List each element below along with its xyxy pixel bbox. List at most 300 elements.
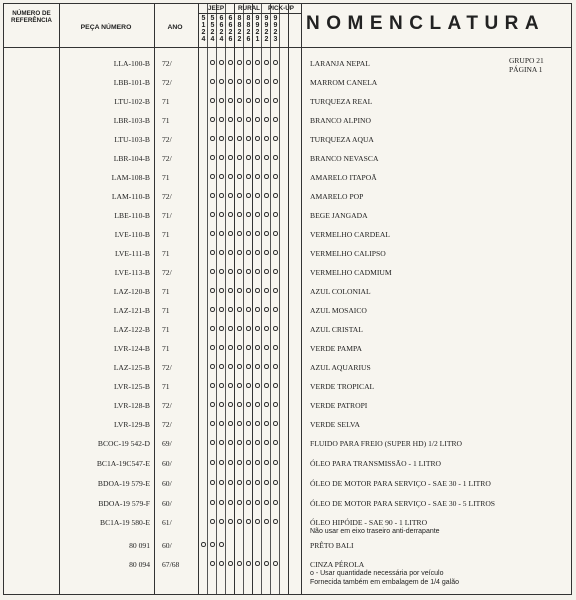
header-divider — [4, 47, 571, 48]
applicability-circle — [210, 519, 215, 524]
applicability-circle — [210, 155, 215, 160]
applicability-circle — [228, 402, 233, 407]
applicability-circle — [246, 307, 251, 312]
applicability-circle — [264, 402, 269, 407]
part-number-header: PEÇA NÚMERO — [80, 24, 132, 31]
part-number: LVE-113-B — [114, 268, 150, 277]
part-number: LVR-128-B — [113, 401, 150, 410]
applicability-circle — [264, 174, 269, 179]
pagina-label: PÁGINA 1 — [509, 65, 543, 74]
table-row — [4, 359, 571, 376]
applicability-circle — [255, 561, 260, 566]
applicability-circle — [255, 212, 260, 217]
table-row — [4, 112, 571, 129]
applicability-circle — [228, 440, 233, 445]
applicability-circle — [255, 250, 260, 255]
table-row — [4, 264, 571, 281]
applicability-circle — [246, 460, 251, 465]
applicability-circle — [228, 519, 233, 524]
applicability-circle — [273, 460, 278, 465]
applicability-circle — [210, 250, 215, 255]
applicability-circle — [255, 193, 260, 198]
applicability-circle — [219, 542, 224, 547]
year-value: 72/ — [162, 420, 172, 429]
applicability-circle — [273, 402, 278, 407]
year-column-header: 8 8 2 6 — [246, 15, 251, 43]
year-column-header: 9 9 2 2 — [264, 15, 269, 43]
applicability-circle — [237, 480, 242, 485]
nomenclature-description: BEGE JANGADA — [310, 211, 368, 220]
year-value: 71 — [162, 382, 170, 391]
applicability-circle — [219, 117, 224, 122]
applicability-circle — [273, 231, 278, 236]
applicability-circle — [246, 117, 251, 122]
applicability-circle — [219, 288, 224, 293]
applicability-circle — [255, 174, 260, 179]
applicability-circle — [237, 98, 242, 103]
applicability-circle — [210, 383, 215, 388]
applicability-circle — [210, 440, 215, 445]
applicability-circle — [246, 440, 251, 445]
part-number: LAM-110-B — [111, 192, 150, 201]
applicability-circle — [255, 79, 260, 84]
applicability-circle — [255, 364, 260, 369]
applicability-circle — [273, 174, 278, 179]
year-column-header: 8 8 2 2 — [237, 15, 242, 43]
applicability-circle — [219, 460, 224, 465]
part-number: LVR-129-B — [113, 420, 150, 429]
applicability-circle — [273, 212, 278, 217]
table-row — [4, 245, 571, 262]
applicability-circle — [264, 307, 269, 312]
applicability-circle — [246, 136, 251, 141]
applicability-circle — [246, 383, 251, 388]
table-row — [4, 150, 571, 167]
year-column-header: 9 9 2 3 — [273, 15, 278, 43]
applicability-circle — [246, 155, 251, 160]
part-number: LBR-104-B — [113, 154, 150, 163]
applicability-circle — [210, 117, 215, 122]
applicability-circle — [219, 345, 224, 350]
applicability-circle — [246, 212, 251, 217]
applicability-circle — [264, 60, 269, 65]
part-number: LAM-108-B — [111, 173, 150, 182]
year-value: 71 — [162, 287, 170, 296]
part-number: BC1A-19C547-E — [96, 459, 150, 468]
applicability-circle — [264, 460, 269, 465]
row-note-secondary: Fornecida também em embalagem de 1/4 galão — [310, 579, 460, 586]
applicability-circle — [264, 519, 269, 524]
applicability-circle — [237, 402, 242, 407]
nomenclature-description: VERDE PATROPI — [310, 401, 368, 410]
applicability-circle — [255, 155, 260, 160]
applicability-circle — [210, 60, 215, 65]
applicability-circle — [255, 269, 260, 274]
applicability-circle — [210, 364, 215, 369]
applicability-circle — [237, 288, 242, 293]
applicability-circle — [219, 307, 224, 312]
applicability-circle — [246, 402, 251, 407]
year-value: 72/ — [162, 401, 172, 410]
applicability-circle — [264, 326, 269, 331]
applicability-circle — [255, 98, 260, 103]
applicability-circle — [255, 440, 260, 445]
nomenclature-description: VERMELHO CADMIUM — [310, 268, 392, 277]
year-column-header: 5 1 2 4 — [201, 15, 206, 43]
applicability-circle — [210, 542, 215, 547]
applicability-circle — [273, 60, 278, 65]
applicability-circle — [237, 117, 242, 122]
part-number: BC1A-19 580-E — [100, 518, 150, 527]
applicability-circle — [237, 231, 242, 236]
applicability-circle — [264, 212, 269, 217]
applicability-circle — [210, 98, 215, 103]
applicability-circle — [228, 421, 233, 426]
table-row — [4, 378, 571, 395]
applicability-circle — [273, 155, 278, 160]
applicability-circle — [273, 79, 278, 84]
applicability-circle — [255, 500, 260, 505]
part-number: LLA-100-B — [113, 59, 150, 68]
applicability-circle — [210, 561, 215, 566]
table-row — [4, 537, 571, 554]
applicability-circle — [237, 440, 242, 445]
applicability-circle — [219, 364, 224, 369]
applicability-circle — [273, 98, 278, 103]
table-row — [4, 435, 571, 452]
applicability-circle — [255, 60, 260, 65]
applicability-circle — [210, 212, 215, 217]
applicability-circle — [273, 500, 278, 505]
applicability-circle — [228, 269, 233, 274]
year-value: 71/ — [162, 211, 172, 220]
group-rural-header: RURAL — [234, 4, 264, 14]
reference-number-header: NÚMERO DE REFERÊNCIA — [11, 10, 52, 24]
applicability-circle — [237, 79, 242, 84]
applicability-circle — [228, 345, 233, 350]
applicability-circle — [237, 155, 242, 160]
applicability-circle — [264, 421, 269, 426]
applicability-circle — [264, 117, 269, 122]
applicability-circle — [255, 519, 260, 524]
applicability-circle — [228, 500, 233, 505]
part-number: LBB-101-B — [113, 78, 150, 87]
applicability-circle — [219, 561, 224, 566]
applicability-circle — [237, 174, 242, 179]
applicability-circle — [219, 136, 224, 141]
applicability-circle — [210, 288, 215, 293]
applicability-circle — [219, 519, 224, 524]
year-value: 67/68 — [162, 560, 180, 569]
applicability-circle — [228, 364, 233, 369]
applicability-circle — [219, 231, 224, 236]
applicability-circle — [273, 307, 278, 312]
applicability-circle — [273, 326, 278, 331]
nomenclature-description: BRANCO NEVASCA — [310, 154, 379, 163]
applicability-circle — [228, 117, 233, 122]
applicability-circle — [210, 136, 215, 141]
nomenclature-description: MARROM CANELA — [310, 78, 378, 87]
part-number: BCOC-19 542-D — [97, 439, 150, 448]
applicability-circle — [255, 460, 260, 465]
applicability-circle — [237, 364, 242, 369]
applicability-circle — [264, 383, 269, 388]
applicability-circle — [219, 174, 224, 179]
year-value: 72/ — [162, 135, 172, 144]
nomenclature-description: AZUL MOSAICO — [310, 306, 367, 315]
applicability-circle — [255, 421, 260, 426]
year-value: 71 — [162, 173, 170, 182]
table-row — [4, 131, 571, 148]
nomenclature-description: ÓLEO DE MOTOR PARA SERVIÇO - SAE 30 - 5 LITROS — [310, 499, 496, 508]
applicability-circle — [210, 402, 215, 407]
applicability-circle — [228, 155, 233, 160]
part-number: LAZ-125-B — [113, 363, 150, 372]
applicability-circle — [273, 440, 278, 445]
applicability-circle — [246, 288, 251, 293]
applicability-circle — [210, 326, 215, 331]
applicability-circle — [228, 480, 233, 485]
applicability-circle — [219, 402, 224, 407]
applicability-circle — [210, 460, 215, 465]
group-pickup-header: PICK-UP — [261, 4, 301, 14]
applicability-circle — [210, 421, 215, 426]
applicability-circle — [228, 288, 233, 293]
applicability-circle — [264, 364, 269, 369]
nomenclature-description: AZUL COLONIAL — [310, 287, 371, 296]
nomenclature-description: VERDE SELVA — [310, 420, 360, 429]
table-row — [4, 556, 571, 586]
applicability-circle — [237, 421, 242, 426]
part-number: LVR-124-B — [113, 344, 150, 353]
table-row — [4, 397, 571, 414]
nomenclature-description: VERMELHO CARDEAL — [310, 230, 390, 239]
applicability-circle — [246, 519, 251, 524]
applicability-circle — [219, 440, 224, 445]
part-number: LAZ-122-B — [113, 325, 150, 334]
nomenclature-description: AMARELO POP — [310, 192, 364, 201]
year-value: 60/ — [162, 459, 172, 468]
applicability-circle — [228, 326, 233, 331]
applicability-circle — [246, 500, 251, 505]
nomenclature-description: VERDE PAMPA — [310, 344, 362, 353]
applicability-circle — [228, 561, 233, 566]
applicability-circle — [219, 98, 224, 103]
part-number: LVR-125-B — [113, 382, 150, 391]
applicability-circle — [228, 98, 233, 103]
applicability-circle — [264, 345, 269, 350]
applicability-circle — [228, 136, 233, 141]
table-row — [4, 416, 571, 433]
applicability-circle — [273, 561, 278, 566]
applicability-circle — [273, 421, 278, 426]
applicability-circle — [255, 307, 260, 312]
table-row — [4, 226, 571, 243]
applicability-circle — [219, 421, 224, 426]
applicability-circle — [219, 383, 224, 388]
applicability-circle — [237, 561, 242, 566]
table-row — [4, 74, 571, 91]
nomenclature-description: CINZA PÉROLA — [310, 560, 365, 569]
applicability-circle — [228, 307, 233, 312]
applicability-circle — [246, 364, 251, 369]
applicability-circle — [219, 500, 224, 505]
applicability-circle — [255, 117, 260, 122]
applicability-circle — [273, 288, 278, 293]
applicability-circle — [246, 480, 251, 485]
applicability-circle — [246, 561, 251, 566]
applicability-circle — [237, 519, 242, 524]
year-value: 71 — [162, 249, 170, 258]
table-row — [4, 340, 571, 357]
applicability-circle — [237, 326, 242, 331]
applicability-circle — [255, 402, 260, 407]
part-number: LTU-102-B — [114, 97, 150, 106]
nomenclature-description: LARANJA NEPAL — [310, 59, 370, 68]
part-number: LAZ-120-B — [113, 287, 150, 296]
applicability-circle — [255, 326, 260, 331]
table-row — [4, 475, 571, 492]
applicability-circle — [264, 561, 269, 566]
part-number: LVE-111-B — [114, 249, 150, 258]
applicability-circle — [219, 79, 224, 84]
applicability-circle — [219, 193, 224, 198]
group-jeep-header: JEEP — [198, 4, 234, 14]
applicability-circle — [255, 136, 260, 141]
applicability-circle — [219, 155, 224, 160]
part-number: BDOA-19 579-F — [98, 499, 150, 508]
applicability-circle — [273, 269, 278, 274]
year-value: 72/ — [162, 192, 172, 201]
table-row — [4, 321, 571, 338]
applicability-circle — [210, 79, 215, 84]
applicability-circle — [210, 193, 215, 198]
year-value: 71 — [162, 306, 170, 315]
part-number: LAZ-121-B — [113, 306, 150, 315]
applicability-circle — [255, 288, 260, 293]
applicability-circle — [237, 460, 242, 465]
nomenclature-description: FLUIDO PARA FREIO (SUPER HD) 1/2 LITRO — [310, 439, 463, 448]
applicability-circle — [237, 345, 242, 350]
applicability-circle — [228, 174, 233, 179]
part-number: LBR-103-B — [113, 116, 150, 125]
applicability-circle — [246, 60, 251, 65]
table-row — [4, 169, 571, 186]
applicability-circle — [210, 231, 215, 236]
applicability-circle — [246, 421, 251, 426]
applicability-circle — [264, 269, 269, 274]
applicability-circle — [264, 98, 269, 103]
year-column-header: 5 5 2 4 — [210, 15, 215, 43]
applicability-circle — [210, 269, 215, 274]
applicability-circle — [273, 136, 278, 141]
part-number: LBE-110-B — [114, 211, 150, 220]
parts-catalog-page — [3, 3, 572, 595]
table-row — [4, 93, 571, 110]
year-column-header: 6 6 2 4 — [219, 15, 224, 43]
table-row — [4, 188, 571, 205]
applicability-circle — [237, 136, 242, 141]
applicability-circle — [273, 383, 278, 388]
nomenclatura-title: NOMENCLATURA — [306, 13, 546, 34]
applicability-circle — [237, 383, 242, 388]
applicability-circle — [255, 231, 260, 236]
nomenclature-description: PRÊTO BALI — [310, 541, 354, 550]
year-value: 71 — [162, 344, 170, 353]
nomenclature-description: AZUL CRISTAL — [310, 325, 363, 334]
applicability-circle — [273, 364, 278, 369]
year-value: 71 — [162, 97, 170, 106]
table-row — [4, 514, 571, 535]
applicability-circle — [246, 174, 251, 179]
applicability-circle — [210, 480, 215, 485]
nomenclature-description: ÓLEO DE MOTOR PARA SERVIÇO - SAE 30 - 1 LITRO — [310, 479, 491, 488]
applicability-circle — [264, 288, 269, 293]
applicability-circle — [273, 345, 278, 350]
applicability-circle — [273, 480, 278, 485]
applicability-circle — [264, 79, 269, 84]
grupo-label: GRUPO 21 — [509, 56, 544, 65]
year-value: 71 — [162, 325, 170, 334]
applicability-circle — [264, 440, 269, 445]
part-number: 80 091 — [129, 541, 150, 550]
applicability-circle — [255, 345, 260, 350]
year-value: 60/ — [162, 541, 172, 550]
year-value: 72/ — [162, 154, 172, 163]
year-value: 72/ — [162, 363, 172, 372]
applicability-circle — [273, 519, 278, 524]
nomenclature-description: BRANCO ALPINO — [310, 116, 371, 125]
applicability-circle — [246, 231, 251, 236]
applicability-circle — [264, 136, 269, 141]
table-row — [4, 283, 571, 300]
nomenclature-description: ÓLEO HIPÓIDE - SAE 90 - 1 LITRO — [310, 518, 428, 527]
applicability-circle — [219, 212, 224, 217]
year-header: ANO — [167, 24, 183, 31]
year-value: 72/ — [162, 59, 172, 68]
applicability-circle — [210, 307, 215, 312]
nomenclature-description: TURQUEZA REAL — [310, 97, 373, 106]
applicability-circle — [255, 383, 260, 388]
nomenclature-description: TURQUEZA AQUA — [310, 135, 374, 144]
year-value: 72/ — [162, 78, 172, 87]
applicability-circle — [228, 383, 233, 388]
applicability-circle — [237, 500, 242, 505]
part-number: LVE-110-B — [114, 230, 150, 239]
year-value: 60/ — [162, 479, 172, 488]
applicability-circle — [219, 250, 224, 255]
row-note: Não usar em eixo traseiro anti-derrapante — [310, 528, 440, 535]
applicability-circle — [255, 480, 260, 485]
applicability-circle — [264, 231, 269, 236]
part-number: 80 094 — [129, 560, 150, 569]
applicability-circle — [264, 500, 269, 505]
year-value: 61/ — [162, 518, 172, 527]
applicability-circle — [210, 174, 215, 179]
applicability-circle — [210, 500, 215, 505]
year-value: 69/ — [162, 439, 172, 448]
applicability-circle — [246, 326, 251, 331]
applicability-circle — [246, 250, 251, 255]
applicability-circle — [228, 60, 233, 65]
applicability-circle — [219, 269, 224, 274]
nomenclature-description: VERMELHO CALIPSO — [310, 249, 386, 258]
applicability-circle — [201, 542, 206, 547]
nomenclature-description: AZUL AQUARIUS — [310, 363, 371, 372]
nomenclature-description: ÓLEO PARA TRANSMISSÃO - 1 LITRO — [310, 459, 442, 468]
table-row — [4, 302, 571, 319]
row-note: o - Usar quantidade necessária por veículo — [310, 570, 444, 577]
